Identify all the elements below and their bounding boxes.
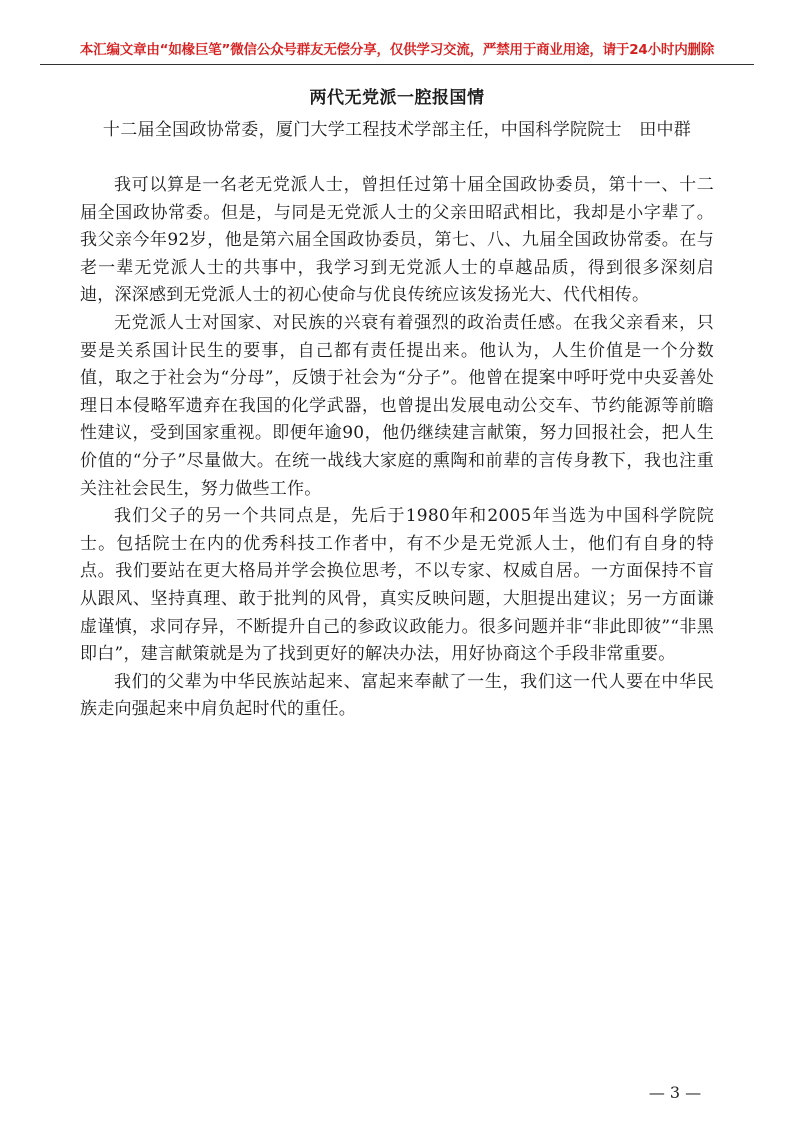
author-byline: 十二届全国政协常委，厦门大学工程技术学部主任，中国科学院院士 田中群 xyxy=(102,120,692,140)
page-number: — 3 — xyxy=(648,1083,702,1102)
header-notice: 本汇编文章由“如椽巨笔”微信公众号群友无偿分享，仅供学习交流，严禁用于商业用途，请于24小时内删除 xyxy=(79,42,715,58)
paragraph-4: 我们的父辈为中华民族站起来、富起来奉献了一生，我们这一代人要在中华民族走向强起来中肩负起时代的重任。 xyxy=(80,671,714,720)
article-body xyxy=(80,172,714,724)
article-title: 两代无党派一腔报国情 xyxy=(309,88,485,108)
header-divider xyxy=(40,64,754,65)
paragraph-2: 无党派人士对国家、对民族的兴衰有着强烈的政治责任感。在我父亲看来，只要是关系国计民生的要事，自己都有责任提出来。他认为，人生价值是一个分数值，取之于社会为“分母”，反馈于社会为“分子”。他曾在提案中呼吁党中央妥善处理日本侵略军遗弃在我国的化学武器，也曾提出发展电动公交车、节约能源等前瞻性建议，受到国家重视。即便年逾90，他仍继续建言献策，努力回报社会，把人生价值的“分子”尽量做大。在统一战线大家庭的熏陶和前辈的言传身教下，我也注重关注社会民生，努力做些工作。 xyxy=(80,312,714,499)
paragraph-1: 我可以算是一名老无党派人士，曾担任过第十届全国政协委员，第十一、十二届全国政协常委。但是，与同是无党派人士的父亲田昭武相比，我却是小字辈了。我父亲今年92岁，他是第六届全国政协委员，第七、八、九届全国政协常委。在与老一辈无党派人士的共事中，我学习到无党派人士的卓越品质，得到很多深刻启迪，深深感到无党派人士的初心使命与优良传统应该发扬光大、代代相传。 xyxy=(80,175,714,306)
paragraph-3: 我们父子的另一个共同点是，先后于1980年和2005年当选为中国科学院院士。包括院士在内的优秀科技工作者中，有不少是无党派人士，他们有自身的特点。我们要站在更大格局并学会换位思考，不以专家、权威自居。一方面保持不盲从跟风、坚持真理、敢于批判的风骨，真实反映问题，大胆提出建议；另一方面谦虚谨慎，求同存异，不断提升自己的参政议政能力。很多问题并非“非此即彼”“非黑即白”，建言献策就是为了找到更好的解决办法，用好协商这个手段非常重要。 xyxy=(80,506,714,665)
